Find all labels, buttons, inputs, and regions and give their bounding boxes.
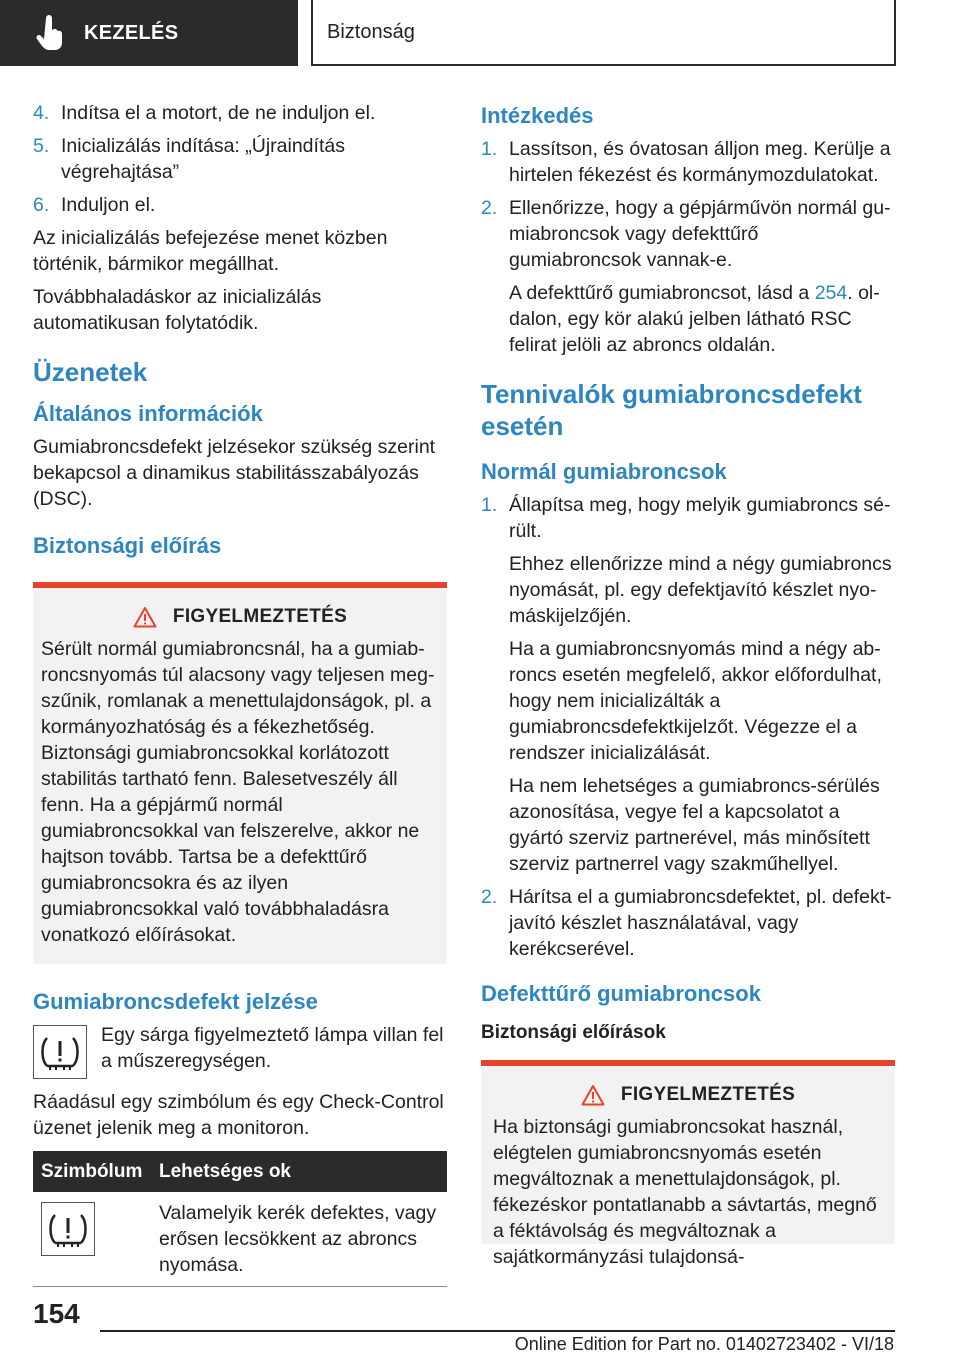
section-tab-label: KEZELÉS xyxy=(84,21,179,44)
page-link[interactable]: 254 xyxy=(814,282,848,304)
warning-text: Ha biztonsági gumiabroncsokat használ, elégtelen gumiabroncsnyomás esetén megváltoznak a menettulajdonságok, pl. fékezéskor pontatlanabb a sávtartás, megnő a féktávolság és megváltoznak a sajátkormányzási tulajdonsá- xyxy=(493,1116,877,1268)
table-row xyxy=(33,1192,447,1287)
heading-flat-indicator: Gumiabroncsdefekt jelzése xyxy=(33,989,318,1014)
paragraph: Ha a gumiabroncsnyomás mind a négy abroncs esetén megfelelő, akkor előfordulhat, hogy nem inicializálták a gumiabroncsdefektkijelzőt. Végezze el a rendszer inicializálását. xyxy=(509,638,882,764)
heading-messages: Üzenetek xyxy=(33,357,148,387)
warning-title: FIGYELMEZTETÉS xyxy=(172,606,348,627)
footer-edition: Online Edition for Part no. 01402723402 - VI/18 xyxy=(514,1334,894,1354)
page-header xyxy=(0,0,960,66)
paragraph: Gumiabroncsdefekt jelzésekor szükség szerint bekapcsol a dinamikus stabilitásszabályozás (DSC). xyxy=(33,436,436,510)
paragraph: Ehhez ellenőrizze mind a négy gumiabroncs nyomását, pl. egy defektjavító készlet nyomáskijelzőjén. xyxy=(509,553,892,627)
right-column xyxy=(481,100,895,1268)
section-tab[interactable] xyxy=(0,0,298,66)
table-header-cause: Lehetséges ok xyxy=(151,1151,447,1192)
paragraph: Az inicializálás befejezése menet közben történik, bármikor megállhat. xyxy=(33,227,388,275)
heading-runflat: Defekttűrő gumiabroncsok xyxy=(481,981,761,1006)
tpms-warning-icon xyxy=(33,1025,87,1079)
heading-safety: Biztonsági előírás xyxy=(33,533,222,558)
tpms-warning-icon xyxy=(41,1202,95,1256)
page-number: 154 xyxy=(33,1298,80,1329)
symbol-table xyxy=(33,1151,447,1287)
list-item: 4. Indítsa el a motort, de ne induljon el. xyxy=(33,102,376,124)
list-item: 2. Ellenőrizze, hogy a gépjárművön normál gumiabroncsok vagy defekttűrő gumiabroncsok vannak-e. xyxy=(481,197,891,271)
list-item: 5. Inicializálás indítása: „Újraindítás végrehajtása” xyxy=(33,135,345,183)
heading-general-info: Általános információk xyxy=(33,401,263,426)
paragraph: Ha nem lehetséges a gumiabroncs-sérülés azonosítása, vegye fel a kapcsolatot a gyártó szerviz partnerével, más minősített szerviz partnerrel vagy szakműhellyel. xyxy=(509,775,880,875)
list-item: 1. Állapítsa meg, hogy melyik gumiabroncs sérült. xyxy=(481,494,891,542)
paragraph: A defekttűrő gumiabroncsot, lásd a 254. oldalon, egy kör alakú jelben látható RSC felirat jelöli az abroncs oldalán. xyxy=(509,282,880,356)
page-tab[interactable] xyxy=(311,0,896,66)
table-header-symbol: Szimbólum xyxy=(33,1151,151,1192)
list-item: 2. Hárítsa el a gumiabroncsdefektet, pl. defektjavító készlet használatával, vagy kerékcserével. xyxy=(481,886,892,960)
list-item: 1. Lassítson, és óvatosan álljon meg. Kerülje a hirtelen fékezést és kormánymozdulatokat. xyxy=(481,138,891,186)
heading-measures: Intézkedés xyxy=(481,103,594,128)
heading-todo: Tennivalók gumiabroncsdefekt esetén xyxy=(481,379,862,441)
hand-pointer-icon xyxy=(36,16,66,50)
warning-title: FIGYELMEZTETÉS xyxy=(620,1084,796,1105)
warning-triangle-icon xyxy=(133,606,157,628)
warning-triangle-icon xyxy=(581,1084,605,1106)
page-tab-label: Biztonság xyxy=(327,20,415,43)
left-column xyxy=(33,100,447,1287)
indicator-text: Egy sárga figyelmeztető lámpa villan fel a műszeregységen. xyxy=(101,1024,444,1072)
warning-text: Sérült normál gumiabroncsnál, ha a gumiabroncsnyomás túl alacsony vagy teljesen megszűnik, romlanak a menettulajdonságok, pl. a kormányozhatóság és a fékezhetőség. Biztonsági gumiabroncsokkal korlátozott stabilitás tartható fenn. Balesetveszély áll fenn. Ha a gépjármű normál gumiabroncsokkal van felszerelve, akkor ne hajtson tovább. Tartsa be a defekttűrő gumiabroncsokra és az ilyen gumiabroncsokkal való továbbhaladásra vonatkozó előírásokat. xyxy=(41,638,435,946)
table-cell-cause: Valamelyik kerék defektes, vagy erősen lecsökkent az abroncs nyomása. xyxy=(151,1192,447,1287)
heading-normal-tires: Normál gumiabroncsok xyxy=(481,459,727,484)
heading-runflat-safety: Biztonsági előírások xyxy=(481,1022,666,1043)
paragraph: Ráadásul egy szimbólum és egy Check-Control üzenet jelenik meg a monitoron. xyxy=(33,1091,444,1139)
paragraph: Továbbhaladáskor az inicializálás automatikusan folytatódik. xyxy=(33,286,322,334)
list-item: 6. Induljon el. xyxy=(33,194,156,216)
warning-box xyxy=(33,582,447,964)
footer-divider xyxy=(100,1330,895,1332)
warning-box xyxy=(481,1060,895,1268)
